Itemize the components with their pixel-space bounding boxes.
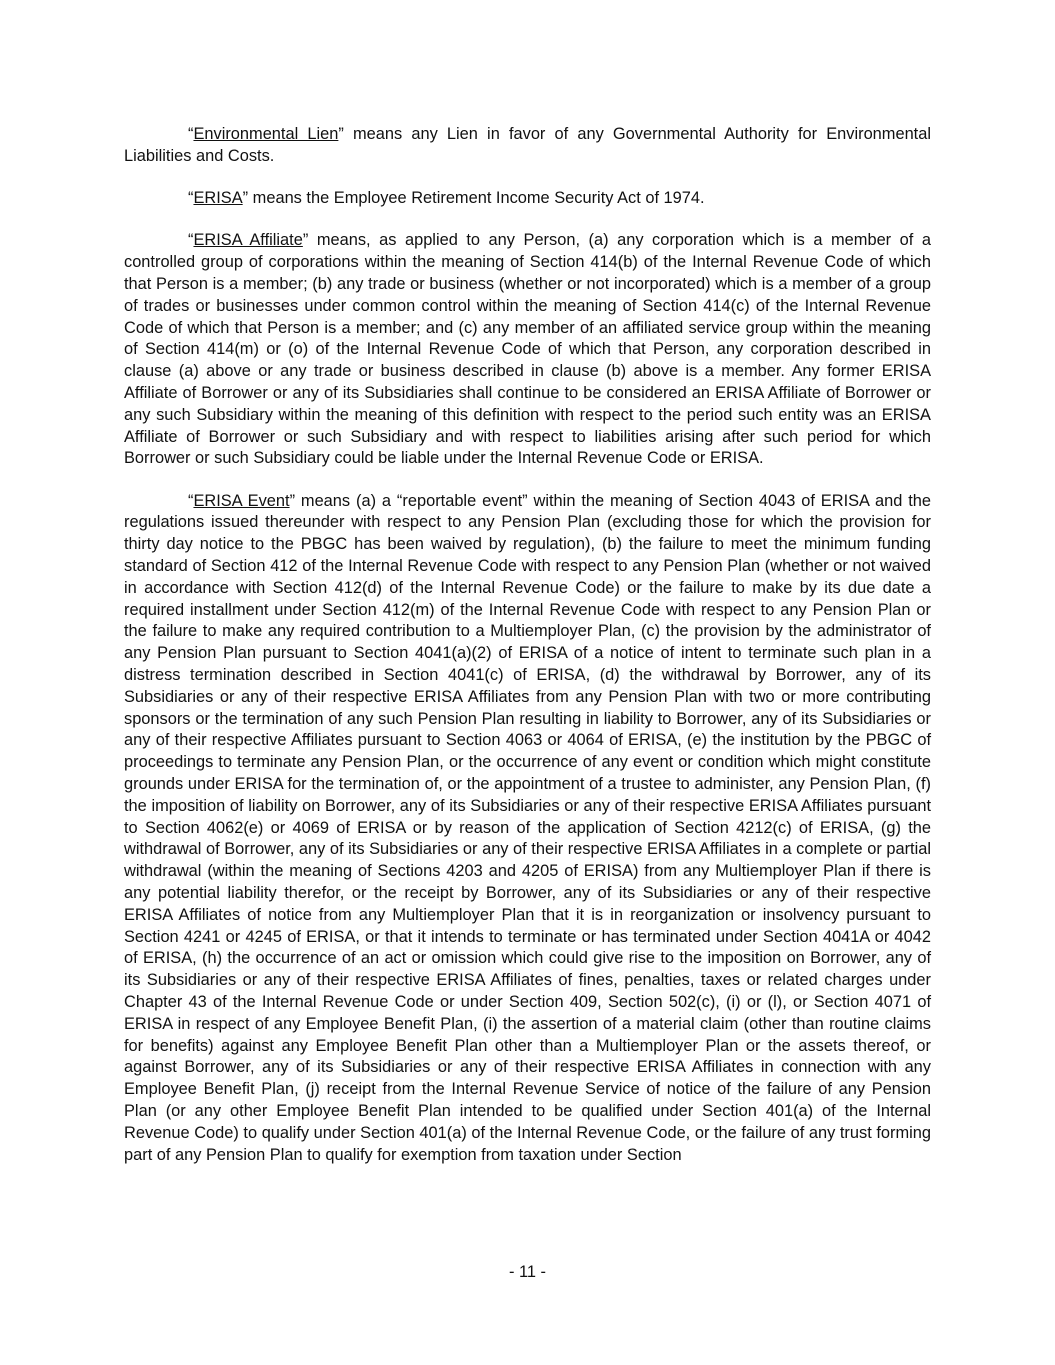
definition-environmental-lien bbox=[124, 124, 931, 168]
defined-term: ERISA bbox=[193, 189, 243, 208]
defined-term: ERISA Event bbox=[193, 491, 290, 510]
open-quote: “ bbox=[188, 231, 194, 250]
definition-body: ” means, as applied to any Person, (a) any corporation which is a member of a controlled group of corporations within the meaning of Section 414(b) of the Internal Revenue Code of which that Person is a member; (b) any trade or business (whether or not incorporated) which is a member of a group of trades or businesses under common control within the meaning of Section 414(c) of the Internal Revenue Code of which that Person is a member; and (c) any member of an affiliated service group within the meaning of Section 414(m) or (o) of the Internal Revenue Code of which that Person, any corporation described in clause (a) above or any trade or business described in clause (b) above is a member. Any former ERISA Affiliate of Borrower or any of its Subsidiaries shall continue to be considered an ERISA Affiliate of Borrower or any such Subsidiary within the meaning of this definition with respect to the period such entity was an ERISA Affiliate of Borrower or such Subsidiary and with respect to liabilities arising after such period for which Borrower or such Subsidiary could be liable under the Internal Revenue Code or ERISA. bbox=[124, 231, 931, 468]
defined-term: Environmental Lien bbox=[193, 125, 339, 143]
open-quote: “ bbox=[188, 189, 194, 208]
definition-body: ” means (a) a “reportable event” within the meaning of Section 4043 of ERISA and the regulations issued thereunder with respect to any Pension Plan (excluding those for which the provision for thirty day notice to the PBGC has been waived by regulation), (b) the failure to meet the minimum funding standard of Section 412 of the Internal Revenue Code with respect to any Pension Plan (whether or not waived in accordance with Section 412(d) of the Internal Revenue Code) or the failure to make by its due date a required installment under Section 412(m) of the Internal Revenue Code with respect to any Pension Plan or the failure to make any required contribution to a Multiemployer Plan, (c) the provision by the administrator of any Pension Plan pursuant to Section 4041(a)(2) of ERISA of a notice of intent to terminate such plan in a distress termination described in Section 4041(c) of ERISA, (d) the withdrawal by Borrower, any of its Subsidiaries or any of their respective ERISA Affiliates from any Pension Plan with two or more contributing sponsors or the termination of any such Pension Plan resulting in liability to Borrower, any of its Subsidiaries or any of their respective Affiliates pursuant to Section 4063 or 4064 of ERISA, (e) the institution by the PBGC of proceedings to terminate any Pension Plan, or the occurrence of any event or condition which might constitute grounds under ERISA for the termination of, or the appointment of a trustee to administer, any Pension Plan, (f) the imposition of liability on Borrower, any of its Subsidiaries or any of their respective ERISA Affiliates pursuant to Section 4062(e) or 4069 of ERISA or by reason of the application of Section 4212(c) of ERISA, (g) the withdrawal of Borrower, any of its Subsidiaries or any of their respective ERISA Affiliates in a complete or partial withdrawal (within the meaning of Sections 4203 and 4205 of ERISA) from any Multiemployer Plan if there is any potential liability therefor, or the receipt by Borrower, any of its Subsidiaries or any of their respective ERISA Affiliates of notice from any Multiemployer Plan that it is in reorganization or insolvency pursuant to Section 4241 or 4245 of ERISA, or that it intends to terminate or has terminated under Section 4041A or 4042 of ERISA, (h) the occurrence of an act or omission which could give rise to the imposition on Borrower, any of its Subsidiaries or any of their respective ERISA Affiliates of fines, penalties, taxes or related charges under Chapter 43 of the Internal Revenue Code or under Section 409, Section 502(c), (i) or (l), or Section 4071 of ERISA in respect of any Employee Benefit Plan, (i) the assertion of a material claim (other than routine claims for benefits) against any Employee Benefit Plan other than a Multiemployer Plan or the assets thereof, or against Borrower, any of its Subsidiaries or any of their respective ERISA Affiliates in connection with any Employee Benefit Plan, (j) receipt from the Internal Revenue Service of notice of the failure of any Pension Plan (or any other Employee Benefit Plan intended to be qualified under Section 401(a) of the Internal Revenue Code) to qualify under Section 401(a) of the Internal Revenue Code, or the failure of any trust forming part of any Pension Plan to qualify for exemption from taxation under Section bbox=[124, 491, 931, 1164]
definition-erisa-affiliate bbox=[124, 230, 931, 470]
defined-term: ERISA Affiliate bbox=[193, 231, 303, 250]
definition-erisa-event bbox=[124, 491, 931, 1167]
document-page bbox=[124, 124, 931, 1187]
open-quote: “ bbox=[188, 491, 194, 510]
definition-body: ” means the Employee Retirement Income Security Act of 1974. bbox=[242, 189, 705, 208]
page-number: - 11 - bbox=[508, 1263, 547, 1281]
definition-erisa bbox=[124, 188, 931, 210]
definition-body: ” means any Lien in favor of any Governmental Authority for Environmental Liabilities and Costs. bbox=[124, 125, 931, 165]
open-quote: “ bbox=[188, 125, 194, 143]
